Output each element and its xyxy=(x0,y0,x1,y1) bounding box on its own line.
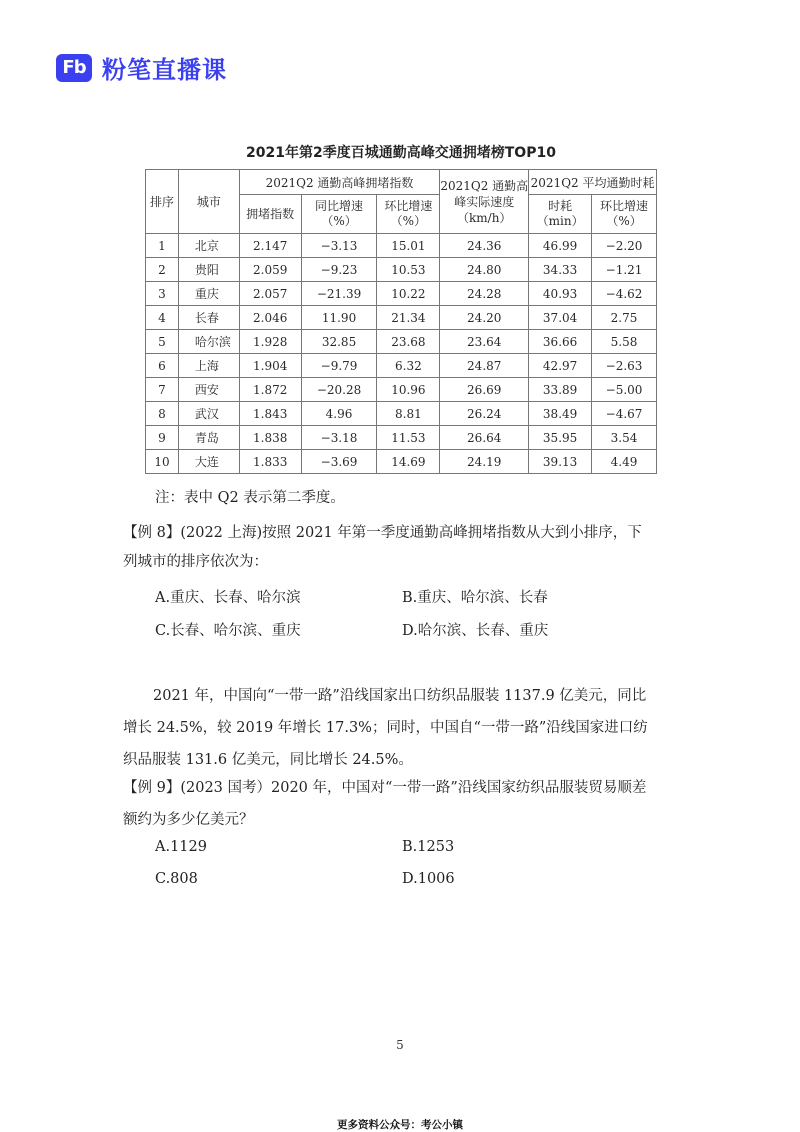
table-row xyxy=(146,354,657,378)
cell-time: 46.99 xyxy=(529,234,592,258)
cell-time: 37.04 xyxy=(529,306,592,330)
cell-speed: 24.28 xyxy=(440,282,529,306)
cell-speed: 26.64 xyxy=(440,426,529,450)
cell-index: 1.833 xyxy=(239,450,301,474)
cell-qoq: 10.22 xyxy=(377,282,440,306)
cell-rank: 2 xyxy=(146,258,179,282)
cell-index: 1.904 xyxy=(239,354,301,378)
cell-time: 36.66 xyxy=(529,330,592,354)
cell-speed: 24.19 xyxy=(440,450,529,474)
cell-rank: 6 xyxy=(146,354,179,378)
cell-rank: 7 xyxy=(146,378,179,402)
cell-yoy: −3.69 xyxy=(301,450,377,474)
cell-rank: 5 xyxy=(146,330,179,354)
cell-rank: 4 xyxy=(146,306,179,330)
cell-yoy: −9.79 xyxy=(301,354,377,378)
cell-index: 1.843 xyxy=(239,402,301,426)
example9-option-b: B.1253 xyxy=(402,839,455,855)
cell-city: 上海 xyxy=(178,354,239,378)
cell-index: 2.046 xyxy=(239,306,301,330)
cell-index: 1.838 xyxy=(239,426,301,450)
cell-yoy: −20.28 xyxy=(301,378,377,402)
cell-qoq: 8.81 xyxy=(377,402,440,426)
cell-speed: 24.20 xyxy=(440,306,529,330)
cell-city: 武汉 xyxy=(178,402,239,426)
cell-time: 39.13 xyxy=(529,450,592,474)
brand-header xyxy=(56,50,227,85)
cell-city: 大连 xyxy=(178,450,239,474)
cell-time-qoq: −4.67 xyxy=(592,402,657,426)
header-time-group: 2021Q2 平均通勤时耗 xyxy=(529,170,657,195)
cell-speed: 23.64 xyxy=(440,330,529,354)
cell-index: 2.147 xyxy=(239,234,301,258)
table-row xyxy=(146,378,657,402)
table-row xyxy=(146,330,657,354)
example9-option-c: C.808 xyxy=(155,871,198,887)
cell-yoy: 32.85 xyxy=(301,330,377,354)
cell-city: 哈尔滨 xyxy=(178,330,239,354)
cell-yoy: 11.90 xyxy=(301,306,377,330)
table-row xyxy=(146,282,657,306)
header-speed-group: 2021Q2 通勤高峰实际速度（km/h） xyxy=(440,170,529,234)
brand-name: 粉笔直播课 xyxy=(102,56,227,84)
cell-time: 38.49 xyxy=(529,402,592,426)
cell-time-qoq: 5.58 xyxy=(592,330,657,354)
header-time: 时耗（min） xyxy=(529,195,592,234)
header-index-group: 2021Q2 通勤高峰拥堵指数 xyxy=(239,170,440,195)
cell-time-qoq: −1.21 xyxy=(592,258,657,282)
cell-time: 33.89 xyxy=(529,378,592,402)
example8-option-a: A.重庆、长春、哈尔滨 xyxy=(155,590,301,606)
cell-yoy: 4.96 xyxy=(301,402,377,426)
cell-speed: 26.24 xyxy=(440,402,529,426)
table-row xyxy=(146,450,657,474)
cell-time-qoq: 4.49 xyxy=(592,450,657,474)
cell-time-qoq: −4.62 xyxy=(592,282,657,306)
cell-rank: 8 xyxy=(146,402,179,426)
footer-text: 更多资料公众号：考公小镇 xyxy=(337,1119,463,1131)
cell-qoq: 11.53 xyxy=(377,426,440,450)
cell-time: 34.33 xyxy=(529,258,592,282)
cell-qoq: 21.34 xyxy=(377,306,440,330)
congestion-table xyxy=(145,169,657,474)
cell-qoq: 15.01 xyxy=(377,234,440,258)
cell-index: 2.059 xyxy=(239,258,301,282)
cell-index: 2.057 xyxy=(239,282,301,306)
cell-time: 40.93 xyxy=(529,282,592,306)
cell-index: 1.928 xyxy=(239,330,301,354)
cell-index: 1.872 xyxy=(239,378,301,402)
header-time-qoq: 环比增速（%） xyxy=(592,195,657,234)
cell-rank: 3 xyxy=(146,282,179,306)
cell-city: 长春 xyxy=(178,306,239,330)
header-index: 拥堵指数 xyxy=(239,195,301,234)
cell-yoy: −3.18 xyxy=(301,426,377,450)
example9-option-d: D.1006 xyxy=(402,871,455,887)
brand-logo: Fb xyxy=(56,54,92,82)
cell-time: 42.97 xyxy=(529,354,592,378)
header-rank: 排序 xyxy=(146,170,179,234)
example9-question: 【例 9】(2023 国考）2020 年，中国对“一带一路”沿线国家纺织品服装贸易顺差额约为多少亿美元？ xyxy=(123,780,647,828)
cell-speed: 26.69 xyxy=(440,378,529,402)
table-row xyxy=(146,258,657,282)
table-body xyxy=(146,234,657,474)
cell-time-qoq: −2.20 xyxy=(592,234,657,258)
cell-speed: 24.80 xyxy=(440,258,529,282)
table-row xyxy=(146,234,657,258)
table-title: 2021年第2季度百城通勤高峰交通拥堵榜TOP10 xyxy=(246,145,556,161)
table-row xyxy=(146,306,657,330)
example8-question: 【例 8】(2022 上海)按照 2021 年第一季度通勤高峰拥堵指数从大到小排序，下列城市的排序依次为： xyxy=(123,525,642,570)
cell-city: 贵阳 xyxy=(178,258,239,282)
example8-option-d: D.哈尔滨、长春、重庆 xyxy=(402,623,549,639)
page-number: 5 xyxy=(396,1038,404,1052)
header-yoy: 同比增速（%） xyxy=(301,195,377,234)
header-city: 城市 xyxy=(178,170,239,234)
table-note: 注：表中 Q2 表示第二季度。 xyxy=(155,490,345,506)
cell-speed: 24.87 xyxy=(440,354,529,378)
example9-option-a: A.1129 xyxy=(155,839,207,855)
cell-time-qoq: 2.75 xyxy=(592,306,657,330)
cell-qoq: 10.96 xyxy=(377,378,440,402)
cell-qoq: 23.68 xyxy=(377,330,440,354)
material-paragraph: 2021 年，中国向“一带一路”沿线国家出口纺织品服装 1137.9 亿美元，同比增长 24.5%，较 2019 年增长 17.3%；同时，中国自“一带一路”沿线国家进口纺织品服装 131.6 亿美元，同比增长 24.5%。 xyxy=(123,688,648,768)
example8-option-c: C.长春、哈尔滨、重庆 xyxy=(155,623,301,639)
table-row xyxy=(146,402,657,426)
cell-city: 重庆 xyxy=(178,282,239,306)
cell-time-qoq: 3.54 xyxy=(592,426,657,450)
cell-yoy: −21.39 xyxy=(301,282,377,306)
cell-qoq: 14.69 xyxy=(377,450,440,474)
cell-rank: 9 xyxy=(146,426,179,450)
cell-time-qoq: −2.63 xyxy=(592,354,657,378)
cell-qoq: 6.32 xyxy=(377,354,440,378)
cell-yoy: −3.13 xyxy=(301,234,377,258)
cell-time: 35.95 xyxy=(529,426,592,450)
cell-qoq: 10.53 xyxy=(377,258,440,282)
example8-option-b: B.重庆、哈尔滨、长春 xyxy=(402,590,548,606)
cell-city: 西安 xyxy=(178,378,239,402)
table-row xyxy=(146,426,657,450)
cell-yoy: −9.23 xyxy=(301,258,377,282)
cell-rank: 1 xyxy=(146,234,179,258)
cell-city: 青岛 xyxy=(178,426,239,450)
cell-time-qoq: −5.00 xyxy=(592,378,657,402)
cell-speed: 24.36 xyxy=(440,234,529,258)
cell-city: 北京 xyxy=(178,234,239,258)
cell-rank: 10 xyxy=(146,450,179,474)
header-qoq: 环比增速（%） xyxy=(377,195,440,234)
